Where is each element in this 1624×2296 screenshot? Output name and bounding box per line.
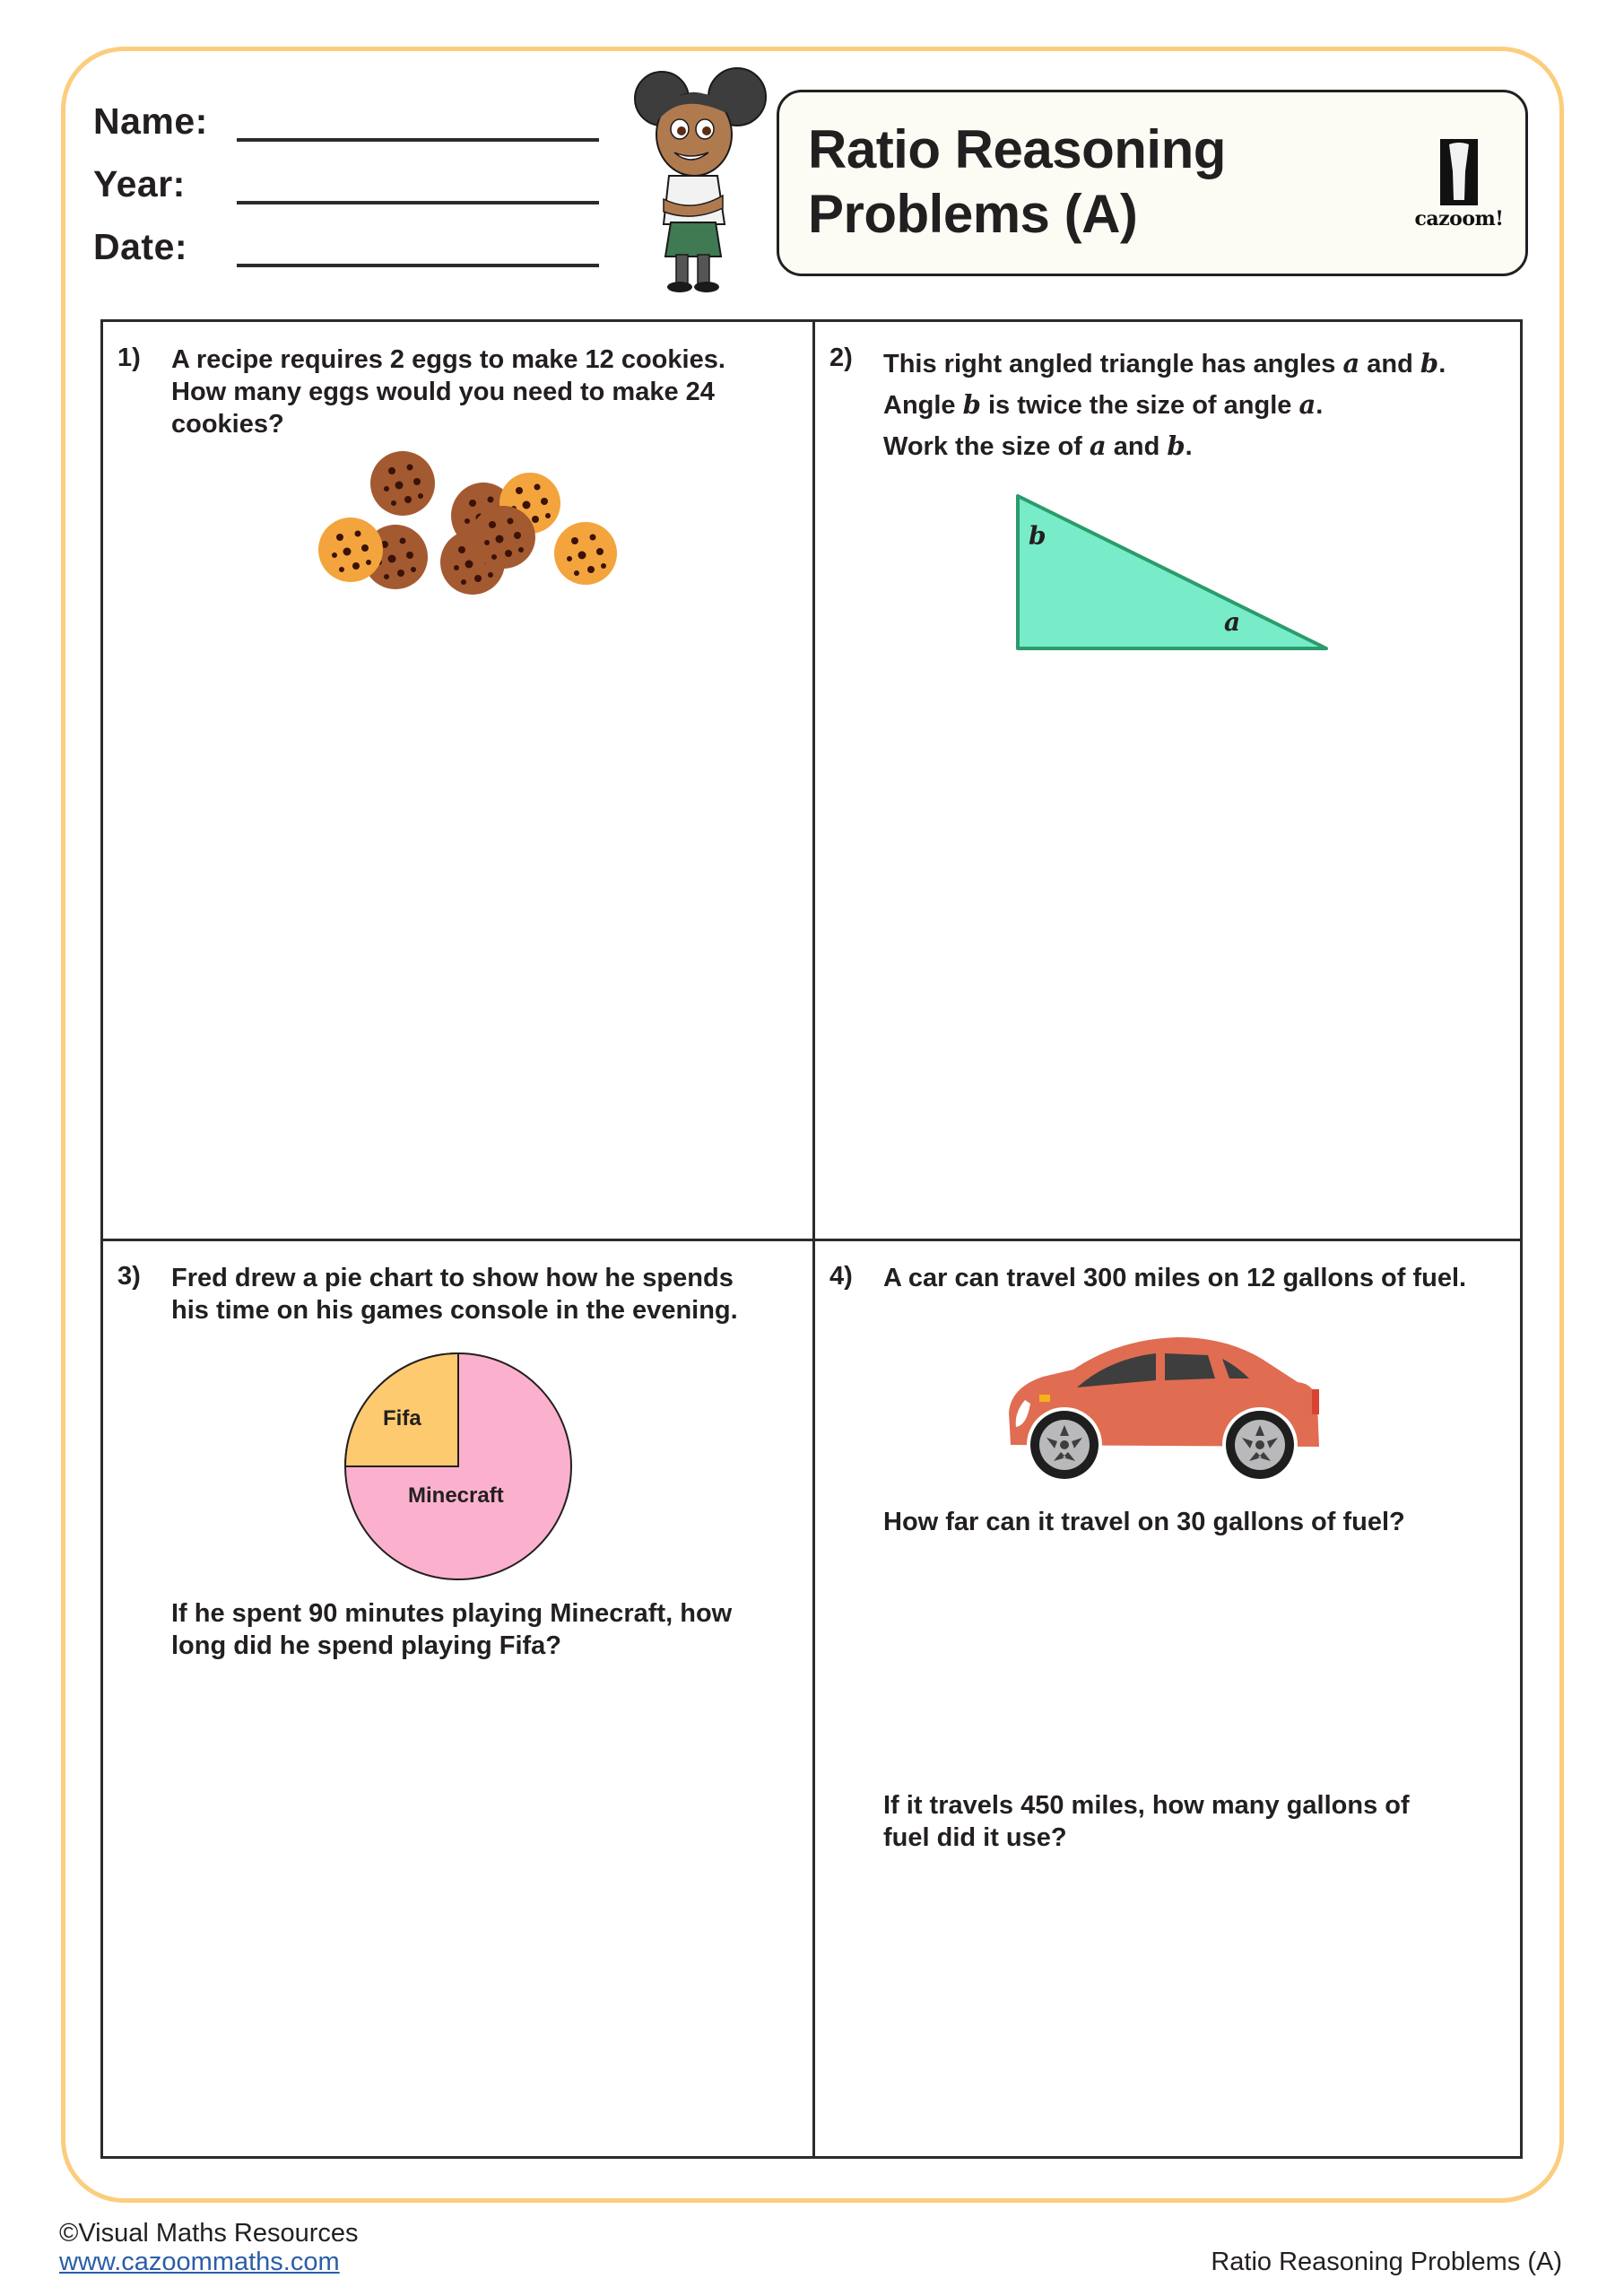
question-text [883,1262,1466,1294]
pie-label-fifa: Fifa [383,1406,421,1431]
title-box [777,90,1528,276]
website-link[interactable]: www.cazoommaths.com [59,2248,340,2276]
question-line: cookies? [171,410,284,439]
question-line: Angle b is twice the size of angle a. [883,389,1324,420]
question-text [883,344,1446,467]
right-triangle-diagram [1009,489,1332,659]
title-line-1: Ratio Reasoning [808,119,1226,179]
question-line: If he spent 90 minutes playing Minecraft, how [171,1599,733,1628]
date-label: Date: [93,226,188,267]
grid-divider-horizontal [103,1239,1520,1241]
wheel-rear [1222,1407,1298,1483]
question-text [171,1262,738,1326]
year-label: Year: [93,163,186,204]
question-line: Work the size of a and b. [883,430,1193,461]
question-line: his time on his games console in the evening. [171,1296,738,1325]
cookies-icon [308,444,630,596]
question-line: fuel did it use? [883,1823,1067,1852]
name-line[interactable] [237,138,599,142]
footer-sheet-title: Ratio Reasoning Problems (A) [1211,2248,1562,2276]
logo-text: cazoom! [1414,207,1504,230]
question-grid [100,319,1523,2159]
question-text [171,344,725,440]
question-line: This right angled triangle has angles a and b. [883,348,1446,378]
angle-b-label: b [1029,521,1046,551]
cazoom-logo [1411,139,1507,238]
pie-chart [342,1350,575,1583]
question-line: A car can travel 300 miles on 12 gallons of fuel. [883,1264,1467,1292]
copyright-text: ©Visual Maths Resources [59,2219,359,2248]
name-label: Name: [93,100,208,142]
year-field[interactable] [93,163,237,205]
date-field[interactable] [93,226,237,268]
wheel-front [1027,1407,1102,1483]
question-number: 2) [829,344,853,372]
question-line: How many eggs would you need to make 24 [171,378,715,406]
year-line[interactable] [237,201,599,204]
question-line: If it travels 450 miles, how many gallons of [883,1791,1410,1820]
red-car-icon [1002,1332,1332,1483]
drum-icon [1440,139,1478,205]
question-line: A recipe requires 2 eggs to make 12 cookies. [171,345,725,374]
worksheet-title [808,117,1226,247]
date-line[interactable] [237,264,599,267]
name-field[interactable] [93,100,237,143]
question-line: Fred drew a pie chart to show how he spends [171,1264,734,1292]
question-number: 3) [117,1262,141,1291]
angle-a-label: a [1224,607,1241,637]
title-line-2: Problems (A) [808,184,1138,244]
question-number: 4) [829,1262,853,1291]
question-part-b [883,1789,1410,1854]
girl-mascot-icon [628,65,771,294]
question-number: 1) [117,344,141,372]
question-follow-up [171,1597,732,1662]
question-line: long did he spend playing Fifa? [171,1631,561,1660]
pie-label-minecraft: Minecraft [408,1483,504,1508]
question-part-a: How far can it travel on 30 gallons of fuel? [883,1508,1405,1536]
